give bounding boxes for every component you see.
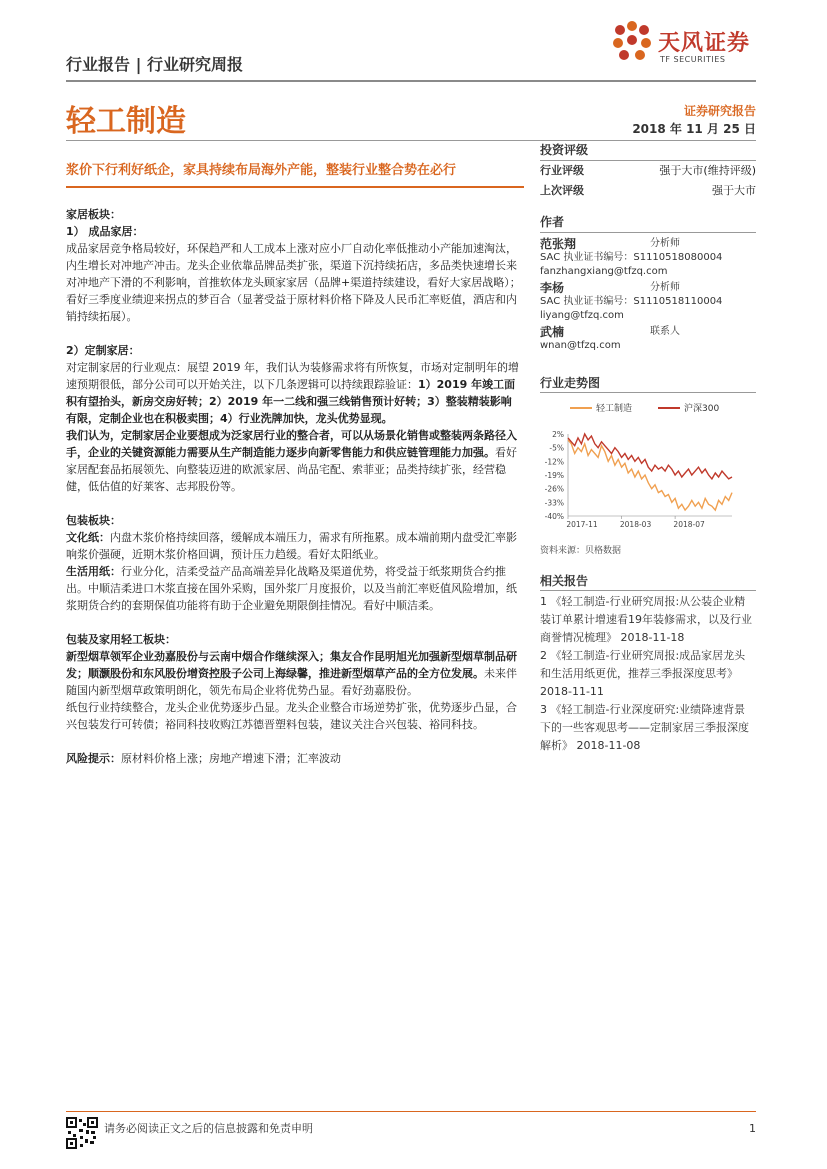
legend-label: 轻工制造 (596, 404, 633, 414)
author-rule (540, 232, 756, 233)
culture-paper-label: 文化纸： (66, 531, 110, 544)
risk-text: 原材料价格上涨；房地产增速下滑；汇率波动 (121, 752, 341, 765)
custom-body-bold: 1）2019 年竣工面积有望抬头，新房交房好转；2）2019 年一二线和强三线销售预计好转；3）整装精装影响有限，定制企业也在积极卖围；4）行业洗牌加快，龙头优势显现。 (66, 378, 516, 425)
risk-label: 风险提示： (66, 752, 121, 765)
paper-pack-body: 纸包行业持续整合，龙头企业优势逐步凸显。龙头企业整合市场逆势扩张，优势逐步凸显，合兴包装发行可转债；裕同科技收购江苏德晋塑料包装，建议关注合兴包装、裕同科技。 (66, 701, 517, 731)
brand-name-cn: 天风证券 (658, 31, 751, 56)
prev-rating-label: 上次评级 (540, 184, 584, 197)
chart-source: 资料来源：贝格数据 (540, 546, 622, 556)
x-tick-label: 2017-11 (566, 520, 598, 529)
life-paper-label: 生活用纸： (66, 565, 121, 578)
analyst-email[interactable]: wnan@tfzq.com (540, 340, 621, 351)
analyst-1 (540, 237, 756, 279)
y-tick-label: -19% (544, 471, 564, 480)
footer-divider (66, 1111, 756, 1112)
finished-home-title: 1） 成品家居： (66, 225, 144, 238)
related-report-3[interactable] (540, 701, 756, 755)
y-tick-label: -12% (544, 457, 564, 467)
custom-body-1: 对定制家居的行业观点：展望 2019 年，我们认为装修需求将有所恢复，市场对定制明年的增速预期很低，部分公司可以开始关注，以下几条逻辑可以持续跟踪验证： (66, 361, 519, 391)
chart-legend (570, 402, 719, 414)
trend-chart (540, 396, 756, 534)
life-paper-text: 行业分化，洁柔受益产品高端差异化战略及渠道优势，将受益于纸浆期货合约推出。中顺洁柔进口木浆直接在国外采购，国外浆厂月度报价，以及当前汇率贬值风险增加，纸浆期货合约的套期保值功能将有助于企业避免期限倒挂情况。看好中顺洁柔。 (66, 565, 517, 612)
header-divider (66, 80, 756, 82)
related-report-2[interactable] (540, 647, 756, 701)
light-body-bold: 新型烟草领军企业劲嘉股份与云南中烟合作继续深入；集友合作昆明旭光加强新型烟草制品研发；顺灏股份和东风股份增资控股子公司上海绿馨，推进新型烟草产品的全方位发展。 (66, 650, 517, 680)
analyst-email[interactable]: fanzhangxiang@tfzq.com (540, 266, 668, 277)
custom-body-2: 看好家居配套品拓展领先、向整装迈进的欧派家居、尚品宅配、索菲亚；品类持续扩张，经营稳健，低估值的好莱客、志邦股份等。 (66, 446, 517, 493)
prev-rating-value: 强于大市 (712, 184, 756, 197)
life-paper-body (66, 563, 522, 614)
custom-home-title: 2）定制家居： (66, 344, 140, 357)
analyst-email[interactable]: liyang@tfzq.com (540, 310, 624, 321)
analyst-2 (540, 281, 756, 323)
trend-block (540, 374, 756, 393)
y-tick-label: -40% (544, 512, 564, 521)
headline: 浆价下行利好纸企，家具持续布局海外产能，整装行业整合势在必行 (66, 163, 457, 178)
related-report-1-date: 2018-11-18 (620, 631, 685, 644)
pack-section-title: 包装板块： (66, 514, 121, 527)
related-report-3-date: 2018-11-08 (576, 739, 641, 752)
chart-lines (568, 434, 732, 510)
y-tick-label: -5% (549, 443, 564, 453)
analyst-name: 范张翔 (540, 237, 577, 251)
industry-title: 轻工制造 (66, 104, 186, 139)
author-title: 作者 (540, 215, 565, 229)
culture-paper-text: 内盘木浆价格持续回落，缓解成本端压力，需求有所拖累。成本端前期内盘受汇率影响浆价强硬，近期木浆价格回调，预计压力趋缓。看好太阳纸业。 (66, 531, 517, 561)
brand-name-en: TF SECURITIES (660, 55, 726, 64)
rating-block (540, 140, 756, 201)
related-block (540, 572, 756, 755)
x-tick-label: 2018-03 (619, 520, 652, 529)
home-section-title: 家居板块： (66, 208, 121, 221)
report-category: 行业报告 | 行业研究周报 (66, 55, 243, 74)
chart-y-axis (545, 430, 568, 521)
analyst-name: 武楠 (540, 325, 565, 339)
x-tick-label: 2018-07 (673, 520, 705, 529)
custom-home-body (66, 359, 522, 427)
chart-x-axis (566, 516, 732, 529)
legend-label: 沪深300 (684, 404, 720, 414)
author-block (540, 212, 756, 353)
y-tick-label: 2% (552, 430, 564, 439)
related-report-3-text: 3 《轻工制造-行业深度研究:业绩降速背景下的一些客观思考——定制家居三季报深度解析》 (540, 703, 749, 752)
finished-home-body: 成品家居竞争格局较好，环保趋严和人工成本上涨对应小厂自动化率低推动小产能加速淘汰，内生增长对冲地产冲击。龙头企业依靠品牌品类扩张，渠道下沉持续拓店，多品类快速增长来对冲地产下滑的不利影响，首推软体龙头顾家家居（品牌+渠道持续建设，看好大家居战略）；看好三季度业绩迎来拐点的梦百合（显著受益于原材料价格下降及人民币汇率贬值，酒店和内销持续拓展）。 (66, 242, 521, 323)
trend-title: 行业走势图 (540, 376, 601, 390)
rating-label: 行业评级 (540, 164, 584, 177)
prev-rating-row (540, 181, 756, 201)
analyst-cert: SAC 执业证书编号：S1110518080004 (540, 252, 723, 263)
series-line (568, 434, 732, 479)
footer-disclaimer[interactable]: 请务必阅读正文之后的信息披露和免责申明 (104, 1122, 313, 1135)
rating-value: 强于大市(维持评级) (659, 164, 756, 177)
related-report-2-text: 2 《轻工制造-行业研究周报:成品家居龙头和生活用纸更优，推荐三季报深度思考》 (540, 649, 746, 680)
risk-note (66, 750, 522, 767)
light-section-title: 包装及家用轻工板块： (66, 633, 176, 646)
report-type: 证券研究报告 (683, 104, 756, 118)
analyst-name: 李杨 (540, 281, 565, 295)
analyst-3 (540, 325, 756, 353)
analyst-cert: SAC 执业证书编号：S1110518110004 (540, 296, 723, 307)
analyst-role: 联系人 (650, 326, 680, 337)
series-line (568, 440, 732, 510)
related-report-1-text: 1 《轻工制造-行业研究周报:从公装企业精装订单累计增速看19年装修需求，以及行业商誉情况梳理》 (540, 595, 752, 644)
related-rule (540, 590, 756, 591)
trend-rule (540, 392, 756, 393)
related-title: 相关报告 (540, 574, 589, 588)
headline-rule (66, 186, 524, 188)
culture-paper-body (66, 529, 522, 563)
analyst-role: 分析师 (650, 238, 680, 249)
rating-row (540, 161, 756, 181)
related-report-2-date: 2018-11-11 (540, 685, 604, 698)
rating-title: 投资评级 (540, 143, 589, 157)
y-tick-label: -26% (544, 484, 564, 494)
custom-body-2-bold: 我们认为，定制家居企业要想成为泛家居行业的整合者，可以从场景化销售或整装两条路径入手，企业的关键资源能力需要从生产制造能力逐步向新零售能力和供应链管理能力加强。 (66, 429, 517, 459)
report-date: 2018 年 11 月 25 日 (632, 122, 756, 136)
custom-home-body-2 (66, 427, 522, 495)
page-number: 1 (749, 1122, 756, 1135)
main-body (66, 206, 522, 767)
light-body-text: 未来伴随国内新型烟草政策明朗化，领先布局企业将优势凸显。看好劲嘉股份。 (66, 667, 517, 697)
related-report-1[interactable] (540, 593, 756, 647)
qr-code-icon (66, 1117, 98, 1149)
light-body (66, 648, 522, 699)
analyst-role: 分析师 (650, 282, 680, 293)
y-tick-label: -33% (544, 498, 564, 508)
